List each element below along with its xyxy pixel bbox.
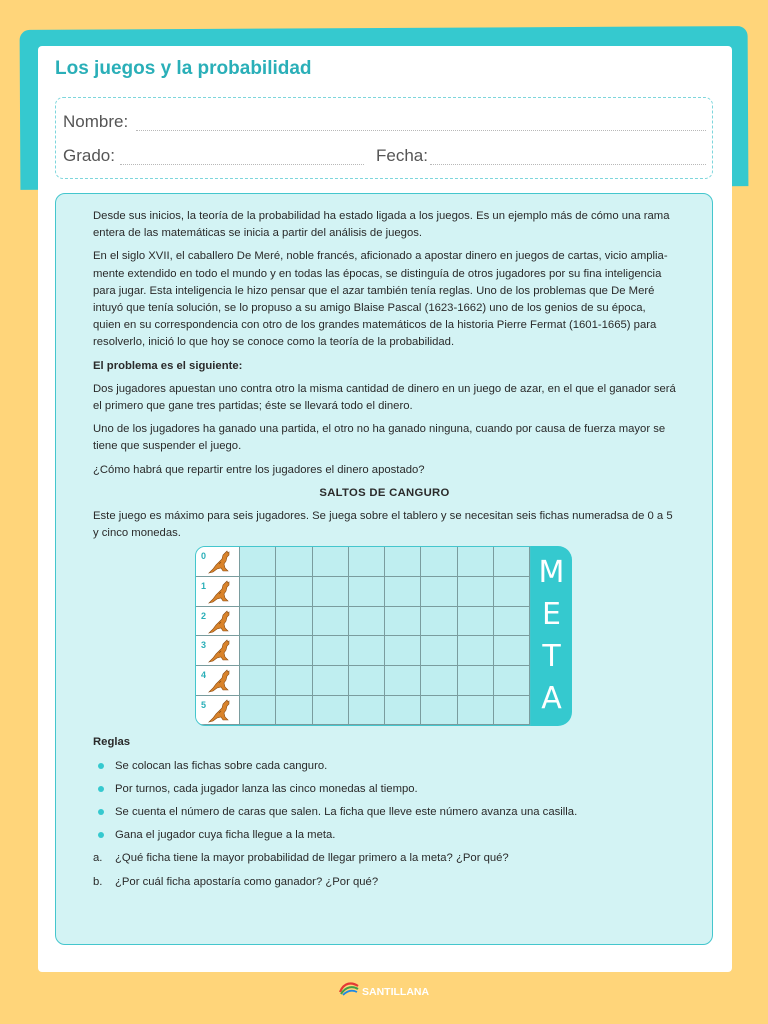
nombre-label: Nombre: bbox=[63, 112, 129, 131]
board-cell bbox=[276, 607, 312, 637]
board-cell bbox=[240, 547, 276, 577]
board-cell bbox=[458, 666, 494, 696]
brand-name: SANTILLANA bbox=[362, 986, 430, 998]
board-cell bbox=[349, 577, 385, 607]
board-cell bbox=[313, 547, 349, 577]
game-board bbox=[195, 546, 572, 726]
student-info-box bbox=[55, 97, 713, 179]
board-cell bbox=[421, 696, 457, 726]
question-item bbox=[93, 850, 676, 867]
board-cell bbox=[313, 577, 349, 607]
board-cell bbox=[458, 607, 494, 637]
meta-letter: E bbox=[542, 597, 561, 633]
board-grid bbox=[195, 546, 531, 726]
page-title: Los juegos y la probabilidad bbox=[55, 58, 312, 79]
board-cell bbox=[458, 636, 494, 666]
intro-paragraph-2: En el siglo XVII, el caballero De Meré, noble francés, aficionado a apostar dinero en juegos de cartas, vicio amplia-mente extendido en todo el mundo y en todas las épocas, se distinguía de otros jugadores por su fina inteligencia para jugar. Esta inteligencia le hizo pensar que el azar también tenía reglas. Uno de los problemas que De Meré intuyó que tenía solución, se lo propuso a su amigo Blaise Pascal (1623-1662) uno de los genios de su época, quien en su correspondencia con otro de los grandes matemáticos de la historia Pierre Fermat (1601-1665) para resolverlo, inició lo que hoy se conoce como la teoría de la probabilidad. bbox=[93, 250, 668, 349]
board-cell bbox=[240, 577, 276, 607]
question-item bbox=[93, 874, 676, 891]
rule-item: Se colocan las fichas sobre cada canguro. bbox=[93, 758, 676, 775]
board-cell bbox=[494, 547, 530, 577]
game-title: SALTOS DE CANGURO bbox=[319, 486, 450, 499]
board-cell bbox=[385, 666, 421, 696]
rule-item: Se cuenta el número de caras que salen. La ficha que lleve este número avanza una casilla. bbox=[93, 804, 676, 821]
rule-item: Gana el jugador cuya ficha llegue a la meta. bbox=[93, 827, 676, 844]
row-number: 4 bbox=[201, 670, 207, 681]
problem-paragraph-2: Uno de los jugadores ha ganado una partida, el otro no ha ganado ninguna, cuando por causa de fuerza mayor se tiene que suspender el juego. bbox=[93, 423, 666, 453]
board-cell bbox=[421, 577, 457, 607]
intro-paragraph-1: Desde sus inicios, la teoría de la probabilidad ha estado ligada a los juegos. Es un ejemplo más de cómo una rama entera de las matemáticas se inicia a partir del análisis de juegos. bbox=[93, 210, 670, 240]
rules-list bbox=[93, 758, 676, 845]
question-text: ¿Por cuál ficha apostaría como ganador? ¿Por qué? bbox=[115, 875, 379, 888]
board-cell bbox=[349, 607, 385, 637]
meta-column bbox=[531, 546, 572, 726]
board-cell bbox=[458, 696, 494, 726]
board-cell bbox=[276, 696, 312, 726]
board-cell bbox=[313, 607, 349, 637]
board-cell bbox=[458, 547, 494, 577]
board-cell bbox=[385, 696, 421, 726]
board-cell bbox=[349, 666, 385, 696]
row-number: 2 bbox=[201, 610, 207, 621]
santillana-swoosh-icon bbox=[338, 980, 360, 996]
board-cell bbox=[421, 607, 457, 637]
board-cell bbox=[458, 577, 494, 607]
board-cell bbox=[313, 666, 349, 696]
question-label: a. bbox=[93, 852, 103, 865]
rule-item: Por turnos, cada jugador lanza las cinco monedas al tiempo. bbox=[93, 781, 676, 798]
row-number: 3 bbox=[201, 640, 207, 651]
row-number: 5 bbox=[201, 699, 207, 710]
problem-paragraph-1: Dos jugadores apuestan uno contra otro la misma cantidad de dinero en un juego de azar, en el que el ganador será el primero que gane tres partidas; éste se llevará todo el dinero. bbox=[93, 382, 676, 413]
row-number: 0 bbox=[201, 551, 207, 562]
board-cell bbox=[421, 666, 457, 696]
board-cell bbox=[349, 636, 385, 666]
question-text: ¿Qué ficha tiene la mayor probabilidad de llegar primero a la meta? ¿Por qué? bbox=[115, 852, 509, 865]
meta-letter: T bbox=[542, 639, 561, 675]
board-cell bbox=[313, 636, 349, 666]
board-cell bbox=[494, 607, 530, 637]
start-cell bbox=[196, 696, 240, 726]
board-cell bbox=[494, 696, 530, 726]
problem-question: ¿Cómo habrá que repartir entre los jugadores el dinero apostado? bbox=[93, 463, 425, 476]
board-cell bbox=[421, 547, 457, 577]
board-cell bbox=[385, 547, 421, 577]
start-cell bbox=[196, 577, 240, 607]
fecha-field[interactable] bbox=[430, 164, 706, 165]
board-cell bbox=[276, 666, 312, 696]
board-cell bbox=[240, 607, 276, 637]
start-cell bbox=[196, 636, 240, 666]
board-cell bbox=[494, 577, 530, 607]
board-cell bbox=[385, 607, 421, 637]
board-cell bbox=[421, 636, 457, 666]
board-cell bbox=[385, 577, 421, 607]
meta-letter: M bbox=[538, 555, 565, 591]
board-cell bbox=[494, 636, 530, 666]
game-description: Este juego es máximo para seis jugadores. Se juega sobre el tablero y se necesitan seis fichas numeradsa de 0 a 5 y cinco monedas. bbox=[93, 510, 673, 540]
santillana-logo bbox=[338, 978, 429, 998]
board-cell bbox=[313, 696, 349, 726]
board-cell bbox=[349, 696, 385, 726]
board-cell bbox=[240, 636, 276, 666]
grado-field[interactable] bbox=[120, 164, 364, 165]
nombre-field[interactable] bbox=[136, 130, 706, 131]
start-cell bbox=[196, 547, 240, 577]
board-cell bbox=[276, 547, 312, 577]
start-cell bbox=[196, 607, 240, 637]
board-cell bbox=[276, 636, 312, 666]
board-cell bbox=[349, 547, 385, 577]
question-label: b. bbox=[93, 875, 103, 888]
grado-label: Grado: bbox=[63, 146, 115, 165]
questions-list bbox=[93, 850, 676, 890]
board-cell bbox=[494, 666, 530, 696]
row-number: 1 bbox=[201, 581, 207, 592]
start-cell bbox=[196, 666, 240, 696]
fecha-label: Fecha: bbox=[376, 146, 428, 165]
content-panel bbox=[55, 193, 713, 945]
board-cell bbox=[240, 696, 276, 726]
rules-title: Reglas bbox=[93, 736, 131, 749]
board-cell bbox=[276, 577, 312, 607]
meta-letter: A bbox=[541, 681, 562, 717]
board-cell bbox=[385, 636, 421, 666]
board-cell bbox=[240, 666, 276, 696]
problem-heading: El problema es el siguiente: bbox=[93, 359, 243, 372]
